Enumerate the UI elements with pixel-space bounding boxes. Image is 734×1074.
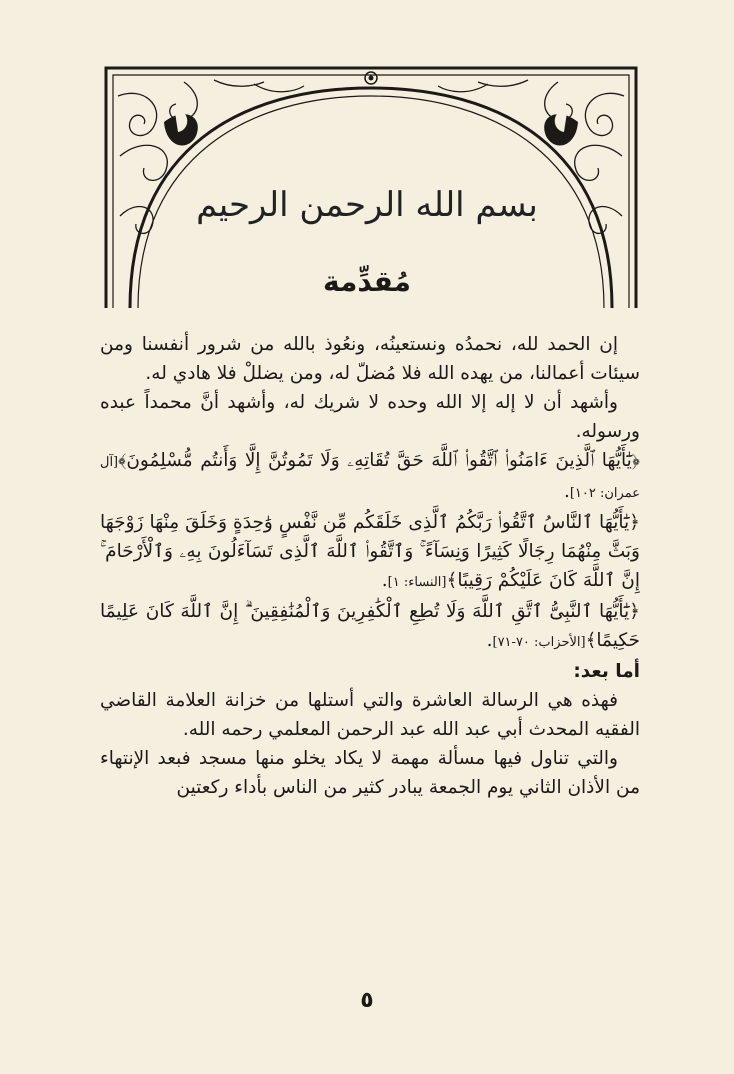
verse-text: يَٰٓأَيُّهَا ٱلنَّاسُ ٱتَّقُوا۟ رَبَّكُمُ ٱلَّذِى خَلَقَكُم مِّن نَّفْسٍ وَٰحِدَةٍ وَخَلَقَ مِنْهَا زَوْجَهَا وَبَثَّ مِنْهُمَا رِجَالًا كَثِيرًا وَنِسَآءً ۚ وَٱتَّقُوا۟ ٱللَّهَ ٱلَّذِى تَسَآءَلُونَ بِهِۦ وَٱلْأَرْحَامَ ۚ إِنَّ ٱللَّهَ كَانَ عَلَيْكُمْ رَقِيبًا <box>100 512 640 591</box>
verse-text: يَٰٓأَيُّهَا ٱلنَّبِىُّ ٱتَّقِ ٱللَّهَ وَلَا تُطِعِ ٱلْكَٰفِرِينَ وَٱلْمُنَٰفِقِينَ ۗ إِنَّ ٱللَّهَ كَانَ عَلِيمًا حَكِيمًا <box>100 601 640 651</box>
section-heading: أما بعد: <box>573 661 640 682</box>
paragraph: وأشهد أن لا إله إلا الله وحده لا شريك له، وأشهد أنَّ محمداً عبده ورسوله. <box>100 392 640 442</box>
quran-verse: ﴿يَٰٓأَيُّهَا ٱلَّذِينَ ءَامَنُوا۟ ٱتَّقُوا۟ ٱللَّهَ حَقَّ تُقَاتِهِۦ وَلَا تَمُوتُنَّ إِلَّا وَأَنتُم مُّسْلِمُونَ﴾[آل عمران: ١٠٢]. <box>100 450 640 502</box>
verse-reference: [آل عمران: ١٠٢] <box>100 455 640 501</box>
paragraph: إن الحمد لله، نحمدُه ونستعينُه، ونعُوذ بالله من شرور أنفسنا ومن سيئات أعمالنا، من يهده الله فلا مُضلّ له، ومن يضللْ فلا هادي له. <box>100 334 640 384</box>
quran-verse: ﴿يَٰٓأَيُّهَا ٱلنَّبِىُّ ٱتَّقِ ٱللَّهَ وَلَا تُطِعِ ٱلْكَٰفِرِينَ وَٱلْمُنَٰفِقِينَ ۗ إِنَّ ٱللَّهَ كَانَ عَلِيمًا حَكِيمًا﴾[الأحزاب: ٧٠-٧١]. <box>100 601 640 651</box>
quran-verse: ﴿يَٰٓأَيُّهَا ٱلنَّاسُ ٱتَّقُوا۟ رَبَّكُمُ ٱلَّذِى خَلَقَكُم مِّن نَّفْسٍ وَٰحِدَةٍ وَخَلَقَ مِنْهَا زَوْجَهَا وَبَثَّ مِنْهُمَا رِجَالًا كَثِيرًا وَنِسَآءً ۚ وَٱتَّقُوا۟ ٱللَّهَ ٱلَّذِى تَسَآءَلُونَ بِهِۦ وَٱلْأَرْحَامَ ۚ إِنَّ ٱللَّهَ كَانَ عَلَيْكُمْ رَقِيبًا﴾[النساء: ١]. <box>100 512 640 591</box>
paragraph: فهذه هي الرسالة العاشرة والتي أستلها من خزانة العلامة القاضي الفقيه المحدث أبي عبد الله عبد الرحمن المعلمي رحمه الله. <box>100 690 640 740</box>
text-body <box>100 330 640 802</box>
verse-reference: [الأحزاب: ٧٠-٧١] <box>492 635 586 650</box>
page-title: مُقدِّمة <box>323 265 411 298</box>
paragraph: والتي تناول فيها مسألة مهمة لا يكاد يخلو منها مسجد فبعد الإنتهاء من الأذان الثاني يوم الجمعة يبادر كثير من الناس بأداء ركعتين <box>100 748 640 798</box>
basmala-calligraphy: بسم الله الرحمن الرحيم <box>196 185 538 225</box>
verse-text: يَٰٓأَيُّهَا ٱلَّذِينَ ءَامَنُوا۟ ٱتَّقُوا۟ ٱللَّهَ حَقَّ تُقَاتِهِۦ وَلَا تَمُوتُنَّ إِلَّا وَأَنتُم مُّسْلِمُونَ <box>126 450 632 471</box>
page-number: ٥ <box>360 988 374 1013</box>
verse-reference: [النساء: ١] <box>387 575 447 590</box>
